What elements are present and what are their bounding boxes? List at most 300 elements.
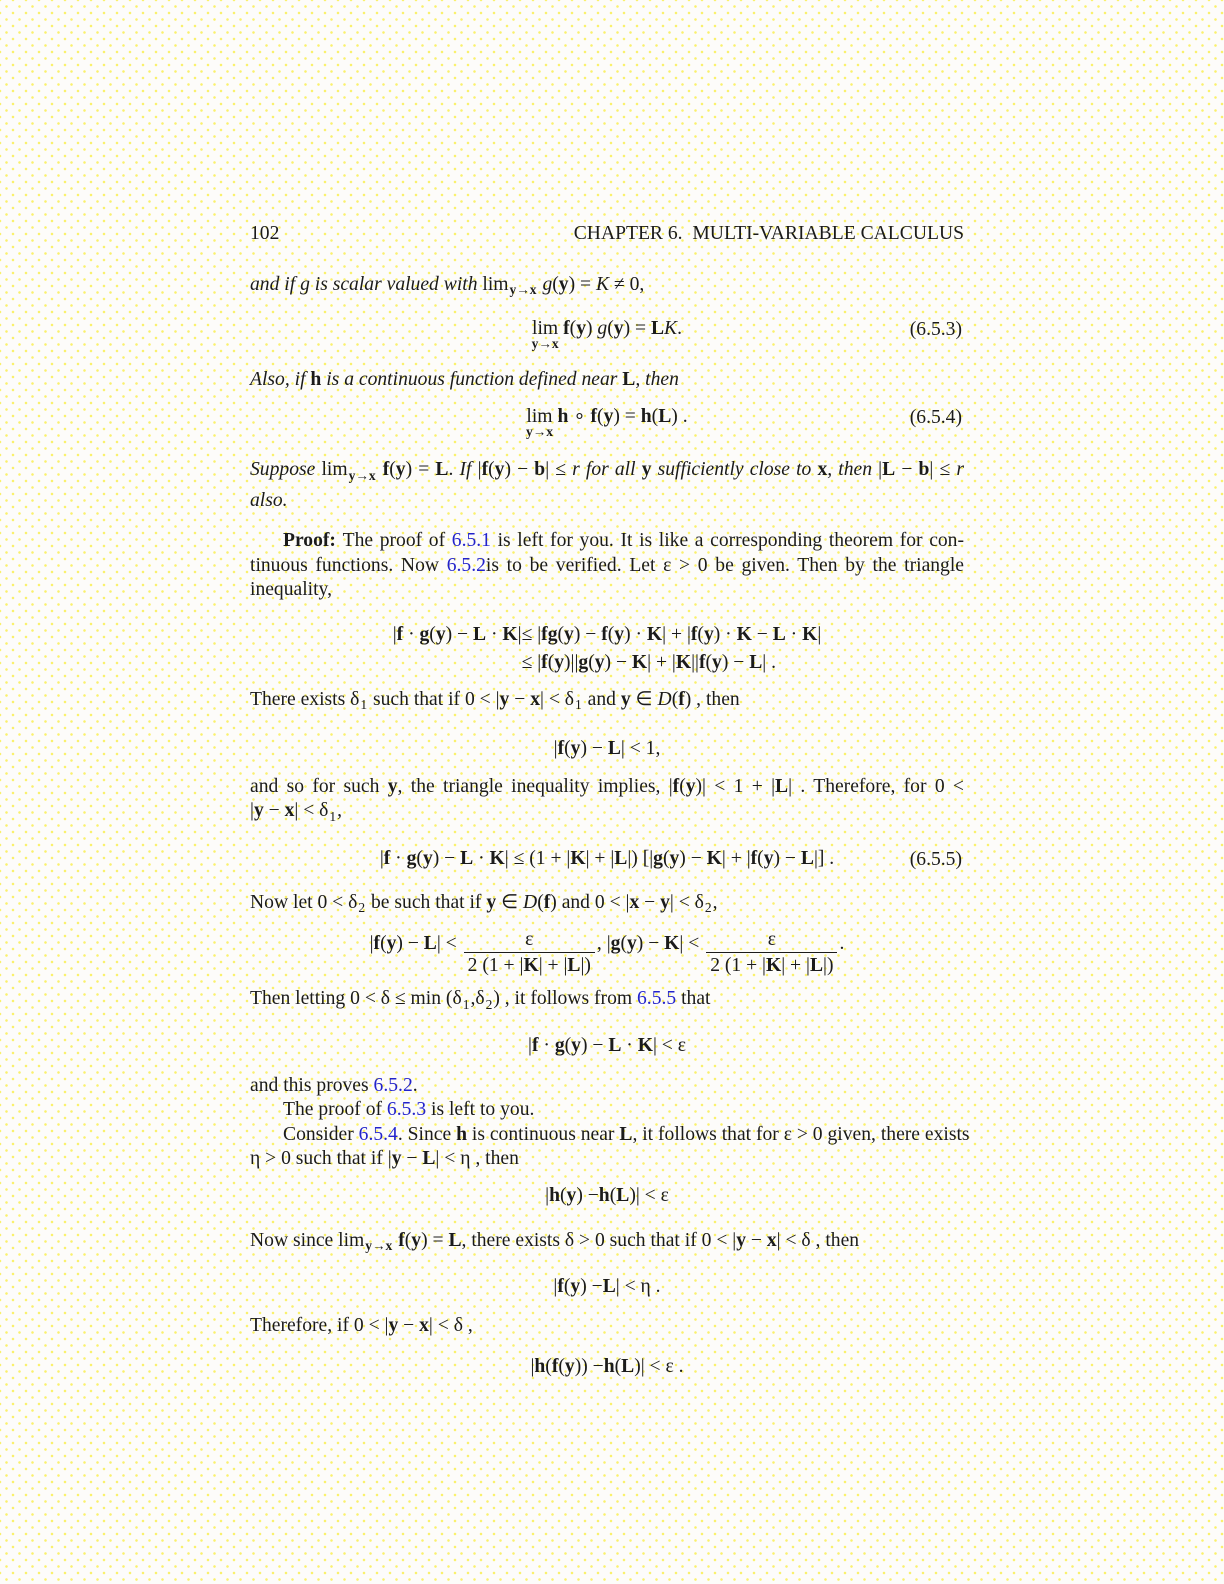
text-run: ) − xyxy=(580,738,608,760)
equation-body xyxy=(380,848,834,869)
text-run: | xyxy=(369,933,374,955)
text-run: y xyxy=(411,1229,422,1251)
text-run: → xyxy=(538,336,552,352)
text-run: y xyxy=(525,424,533,440)
text-run: | + | xyxy=(721,848,751,870)
fraction-denominator xyxy=(464,952,595,977)
text-run: y xyxy=(736,1229,746,1251)
text-run: || xyxy=(691,651,699,673)
text-line xyxy=(250,1074,964,1099)
text-run: ( xyxy=(564,738,571,760)
chapter-title: CHAPTER 6. MULTI-VARIABLE CALCULUS xyxy=(573,223,964,244)
equation-rhs xyxy=(522,621,822,649)
lim-text: lim xyxy=(526,405,553,427)
text-run: ) = xyxy=(623,317,651,339)
text-run: y xyxy=(531,336,539,352)
text-run: ε xyxy=(525,929,534,950)
text-run: f xyxy=(601,623,608,645)
text-run: , then xyxy=(827,459,879,481)
text-run: ( xyxy=(679,775,686,797)
text-run: | xyxy=(528,1035,532,1057)
text-run: r xyxy=(956,459,964,481)
text-run: f xyxy=(690,623,698,645)
text-run: K xyxy=(664,317,678,339)
text-run: ≠ 0, xyxy=(609,273,645,295)
limit-subscript xyxy=(526,425,553,439)
text-run: Now let 0 < δ xyxy=(250,891,358,913)
text-run: → xyxy=(532,424,547,440)
text-run: | < xyxy=(436,933,462,955)
text-run: ) − xyxy=(580,1035,609,1057)
text-run: ( xyxy=(651,405,659,427)
text-run: g xyxy=(578,651,589,673)
text-run: L xyxy=(608,1035,622,1057)
text-run: g xyxy=(653,848,663,870)
text-run: , it follows that for ε > 0 given, there exists xyxy=(632,1123,970,1145)
text-run: L xyxy=(422,1148,436,1170)
text-run: is left to you. xyxy=(426,1099,535,1121)
text-run: h xyxy=(598,1185,610,1207)
text-run: Also, if xyxy=(250,369,311,391)
text-run: f xyxy=(541,651,548,673)
text-run: also. xyxy=(250,489,288,511)
text-run: Then letting 0 < δ ≤ min (δ xyxy=(250,988,462,1009)
text-run: ( xyxy=(563,1275,571,1297)
page-body xyxy=(250,222,970,1380)
text-run: 2 xyxy=(485,996,493,1012)
text-run: | < xyxy=(679,933,705,955)
text-run: . xyxy=(839,933,845,955)
fraction-numerator xyxy=(464,929,595,952)
lim-text: lim xyxy=(532,317,559,339)
text-run: . xyxy=(448,459,460,481)
fraction-denominator xyxy=(706,952,837,977)
text-line xyxy=(250,1314,964,1339)
text-run: − xyxy=(751,623,773,645)
text-run: y xyxy=(395,459,406,481)
text-run: . Since xyxy=(397,1123,457,1145)
text-run: y xyxy=(386,933,397,955)
equation-body xyxy=(525,405,688,440)
text-run: L xyxy=(619,1123,633,1145)
text-run: y xyxy=(626,933,637,955)
ref-link[interactable]: 6.5.2 xyxy=(446,554,486,576)
text-run: K xyxy=(675,651,692,673)
equation-body xyxy=(530,1356,683,1377)
text-run: y xyxy=(576,317,586,339)
text-run: Now since xyxy=(250,1229,339,1251)
text-run: y xyxy=(566,1185,577,1207)
text-run: ) = xyxy=(421,1229,449,1251)
text-run: h xyxy=(549,1185,560,1207)
text-run: ( xyxy=(547,651,555,673)
text-run: − xyxy=(895,459,919,481)
text-line xyxy=(250,688,964,718)
text-run: sufficiently close to xyxy=(651,459,818,481)
aligned-equation xyxy=(393,621,822,677)
text-run: | < η , then xyxy=(435,1148,519,1170)
text-run: g xyxy=(554,1035,565,1057)
display-equation xyxy=(250,1034,964,1059)
ref-link[interactable]: 6.5.2 xyxy=(373,1074,413,1096)
text-run: L xyxy=(621,1355,635,1377)
text-run: K xyxy=(664,933,680,955)
ref-link[interactable]: 6.5.5 xyxy=(637,988,677,1009)
text-run: | + | xyxy=(781,955,810,976)
text-run: ∘ xyxy=(568,405,591,427)
equation-body xyxy=(545,1185,669,1206)
text-run: ( xyxy=(607,623,615,645)
text-run: L xyxy=(622,369,636,391)
text-run: ) − xyxy=(432,848,461,870)
text-run: y xyxy=(499,688,510,710)
text-run: | . xyxy=(762,651,777,673)
text-line xyxy=(250,554,964,579)
page-header xyxy=(250,222,964,247)
text-run: 2 (1 + | xyxy=(710,955,766,976)
text-run: K xyxy=(706,848,722,870)
text-run: Consider xyxy=(283,1123,359,1145)
text-line xyxy=(250,368,964,393)
text-line xyxy=(250,1123,970,1148)
display-equation-654 xyxy=(250,405,964,447)
text-run: x xyxy=(629,891,640,913)
text-run: h xyxy=(534,1355,546,1377)
text-run: b xyxy=(918,459,930,481)
text-run: g xyxy=(419,623,430,645)
text-run: y xyxy=(703,623,714,645)
equation-rhs xyxy=(522,649,822,677)
text-run: − xyxy=(263,800,285,822)
text-run: L xyxy=(749,651,763,673)
equation-row xyxy=(393,649,822,677)
text-run: y xyxy=(422,848,433,870)
text-run: )| < 1 + | xyxy=(695,775,776,797)
text-run: lim xyxy=(482,273,509,295)
text-run: such that if 0 < | xyxy=(368,688,500,710)
text-run: The proof of xyxy=(342,530,452,552)
equation-lhs-empty xyxy=(393,649,522,677)
ref-link[interactable]: 6.5.1 xyxy=(451,530,491,552)
text-run: D xyxy=(657,688,672,710)
text-run: ) − xyxy=(580,1275,603,1297)
equation-number: (6.5.4) xyxy=(909,406,962,428)
text-run: g xyxy=(406,848,417,870)
text-run: | + | xyxy=(538,955,568,976)
text-run: )| < ε xyxy=(629,1185,669,1207)
text-run: x xyxy=(284,800,295,822)
ref-link[interactable]: 6.5.4 xyxy=(358,1123,398,1145)
text-run: | xyxy=(545,1185,550,1207)
text-run: ( xyxy=(380,933,387,955)
text-run: K xyxy=(646,623,663,645)
paragraph-proof xyxy=(250,529,964,603)
text-run: | ≤ (1 + | xyxy=(504,848,571,870)
text-run: and if g is scalar valued with xyxy=(250,273,483,295)
text-run: | xyxy=(517,623,522,645)
text-run: . xyxy=(412,1074,418,1096)
text-run: 2 xyxy=(358,900,366,916)
text-line xyxy=(250,273,964,303)
text-run: y→x xyxy=(348,467,376,483)
text-run: | + | xyxy=(647,651,676,673)
text-line xyxy=(250,458,964,488)
text-run: The proof of xyxy=(283,1099,387,1121)
text-run: L xyxy=(775,775,789,797)
limit-operator xyxy=(531,317,559,352)
text-run: y xyxy=(564,623,574,645)
text-run: |) xyxy=(580,955,591,976)
text-run: · xyxy=(390,848,407,870)
text-run: 1 xyxy=(360,697,368,713)
text-run: K xyxy=(502,623,518,645)
text-run: ) = xyxy=(613,405,641,427)
text-run: K xyxy=(570,848,586,870)
text-run: h xyxy=(640,405,652,427)
text-run: Proof: xyxy=(283,530,343,552)
text-run: ( xyxy=(558,1355,565,1377)
text-line xyxy=(250,578,964,603)
text-run: L xyxy=(460,848,474,870)
text-run: · xyxy=(621,1035,638,1057)
text-run: 1 xyxy=(329,808,337,824)
text-run: y xyxy=(570,1275,581,1297)
text-run: ( xyxy=(569,317,577,339)
text-run: L xyxy=(800,848,814,870)
display-equation-fractions xyxy=(250,929,964,977)
text-run: tinuous functions. Now xyxy=(250,554,447,576)
display-equation-653 xyxy=(250,317,964,359)
text-run: L xyxy=(650,317,665,339)
text-run: ) − xyxy=(504,459,535,481)
text-run: L xyxy=(616,1185,630,1207)
text-run: y xyxy=(669,848,680,870)
text-run: f xyxy=(563,317,570,339)
text-run: f xyxy=(557,1275,564,1297)
text-run: y xyxy=(494,459,505,481)
text-run: L xyxy=(473,623,487,645)
text-run: f xyxy=(590,405,598,427)
text-run: y xyxy=(603,405,614,427)
text-run: ( xyxy=(597,405,604,427)
text-run: )|| xyxy=(564,651,579,673)
text-run: , then xyxy=(635,369,679,391)
text-run: | xyxy=(606,933,611,955)
text-run: − xyxy=(401,1148,423,1170)
text-run: h xyxy=(603,1355,615,1377)
text-run: There exists δ xyxy=(250,688,360,710)
text-run: ) = xyxy=(405,459,436,481)
text-run: · xyxy=(538,1035,555,1057)
text-run: y xyxy=(712,651,722,673)
text-run: , xyxy=(596,933,607,955)
text-run: f xyxy=(551,1355,559,1377)
text-run: ∈ xyxy=(630,688,658,710)
text-run: x xyxy=(551,336,559,352)
text-run: ) − xyxy=(576,1185,599,1207)
text-run: y xyxy=(570,738,581,760)
text-run: L xyxy=(614,848,628,870)
text-run: f xyxy=(543,891,551,913)
text-run: is continuous near xyxy=(466,1123,620,1145)
paragraph-suppose xyxy=(250,458,964,513)
text-run: h xyxy=(310,369,322,391)
text-run: · xyxy=(486,623,503,645)
equation-lhs xyxy=(393,621,522,649)
equation-row xyxy=(393,621,822,649)
text-run: | . Therefore, for 0 < xyxy=(788,775,964,797)
text-run: | < 1, xyxy=(620,738,661,760)
text-run: that xyxy=(676,988,711,1009)
page-number: 102 xyxy=(250,223,280,244)
text-run: is a continuous function defined near xyxy=(321,369,623,391)
text-run: f xyxy=(481,459,489,481)
text-run: L xyxy=(567,955,581,976)
text-run: and this proves xyxy=(250,1074,374,1096)
text-run: | + | xyxy=(585,848,615,870)
text-run: y xyxy=(763,848,774,870)
text-run: | < δ , xyxy=(428,1315,473,1337)
text-run: y xyxy=(594,651,605,673)
text-run: g xyxy=(592,317,608,339)
text-run: y xyxy=(620,688,631,710)
text-run: Therefore, if 0 < | xyxy=(250,1315,389,1337)
text-run: L xyxy=(435,459,449,481)
paragraph-now-let xyxy=(250,891,964,921)
text-run: , xyxy=(712,891,718,913)
text-run: ( xyxy=(671,688,679,710)
text-run: ( xyxy=(705,651,713,673)
text-run: f xyxy=(373,933,381,955)
text-run: , xyxy=(337,800,343,822)
text-run: ) , it follows from xyxy=(493,988,637,1009)
text-run: 1 xyxy=(462,996,470,1012)
text-line xyxy=(250,775,964,800)
text-run: Suppose xyxy=(250,459,322,481)
text-run: y xyxy=(435,623,446,645)
fraction-numerator xyxy=(706,929,837,952)
text-run: ( xyxy=(429,623,436,645)
text-run: x xyxy=(766,1229,777,1251)
ref-link[interactable]: 6.5.3 xyxy=(386,1099,427,1121)
text-run: ) , then xyxy=(684,688,740,710)
text-run: η > 0 such that if xyxy=(250,1148,388,1170)
text-run: ≤ | xyxy=(521,623,542,645)
text-run: f xyxy=(531,1035,539,1057)
display-equation xyxy=(250,1355,964,1380)
text-run: ) − xyxy=(679,848,707,870)
text-run: ) · xyxy=(713,623,737,645)
text-run: K xyxy=(631,651,648,673)
display-equation xyxy=(250,737,964,762)
text-run: y xyxy=(613,317,624,339)
text-run: | < δ xyxy=(294,800,329,822)
text-run: f xyxy=(398,1229,405,1251)
text-run: K xyxy=(523,955,539,976)
text-run: ( xyxy=(588,651,595,673)
text-run: x xyxy=(419,1315,429,1337)
text-run: y→x xyxy=(509,282,537,298)
display-equation-aligned xyxy=(250,621,964,677)
text-run: x xyxy=(530,688,540,710)
text-run: L xyxy=(772,623,786,645)
text-run: y xyxy=(253,800,264,822)
text-run: | xyxy=(553,1275,558,1297)
text-run: ( xyxy=(609,1185,617,1207)
text-run: · xyxy=(473,848,490,870)
text-run: − xyxy=(639,891,661,913)
text-run: K xyxy=(637,1035,653,1057)
text-run: · xyxy=(785,623,803,645)
text-line xyxy=(250,891,964,921)
limit-operator xyxy=(525,405,553,440)
text-run: y xyxy=(614,623,625,645)
equation-number: (6.5.3) xyxy=(909,318,962,340)
text-run: h xyxy=(557,405,569,427)
text-run: | < δ , then xyxy=(776,1229,860,1251)
text-run: fg xyxy=(541,623,558,645)
text-run: | xyxy=(553,738,558,760)
text-run: ( xyxy=(620,933,627,955)
text-run: | xyxy=(477,459,482,481)
text-run: − xyxy=(509,688,531,710)
text-run: ( xyxy=(545,1355,552,1377)
text-run: is left for you. It is like a corresponding theorem for con- xyxy=(490,530,965,552)
text-run: | < ε xyxy=(652,1035,686,1057)
text-run: ∈ xyxy=(496,891,524,913)
text-line xyxy=(250,1098,964,1123)
text-run: g xyxy=(610,933,621,955)
paragraph-there-exists xyxy=(250,688,964,718)
equation-number: (6.5.5) xyxy=(909,849,962,871)
text-run: ( xyxy=(614,1355,622,1377)
paragraph-intro xyxy=(250,273,964,303)
text-run: x xyxy=(817,459,828,481)
paragraph-proves xyxy=(250,1074,964,1099)
text-run: y xyxy=(685,775,696,797)
text-run: ( xyxy=(559,1185,567,1207)
text-run: 2 xyxy=(704,900,712,916)
text-run: ) − xyxy=(721,651,750,673)
display-equation xyxy=(250,1275,964,1300)
text-run: L xyxy=(809,955,824,976)
text-run: ) − xyxy=(573,623,602,645)
equation-body xyxy=(553,1276,660,1297)
text-run: ( xyxy=(607,317,614,339)
text-run: ) − xyxy=(636,933,665,955)
text-run: y→x xyxy=(365,1238,393,1254)
text-run: | < δ xyxy=(540,688,575,710)
paragraph-consider xyxy=(250,1123,970,1172)
text-run: D xyxy=(523,891,538,913)
text-run: If xyxy=(459,459,478,481)
text-run: lim xyxy=(321,459,348,481)
paragraph-also xyxy=(250,368,964,393)
text-run: f xyxy=(750,848,758,870)
text-run: for all xyxy=(579,459,642,481)
text-run: and so for such xyxy=(250,775,388,797)
paragraph-now-since xyxy=(250,1229,964,1259)
text-run: g xyxy=(542,273,553,295)
text-run: − xyxy=(398,1315,420,1337)
equation-body xyxy=(554,738,661,759)
text-run: y xyxy=(388,1315,399,1337)
text-run: ( xyxy=(488,459,495,481)
text-run: |] . xyxy=(813,848,835,870)
text-run: ε xyxy=(767,929,776,950)
text-run: r xyxy=(572,459,580,481)
text-run: ) = xyxy=(568,273,596,295)
